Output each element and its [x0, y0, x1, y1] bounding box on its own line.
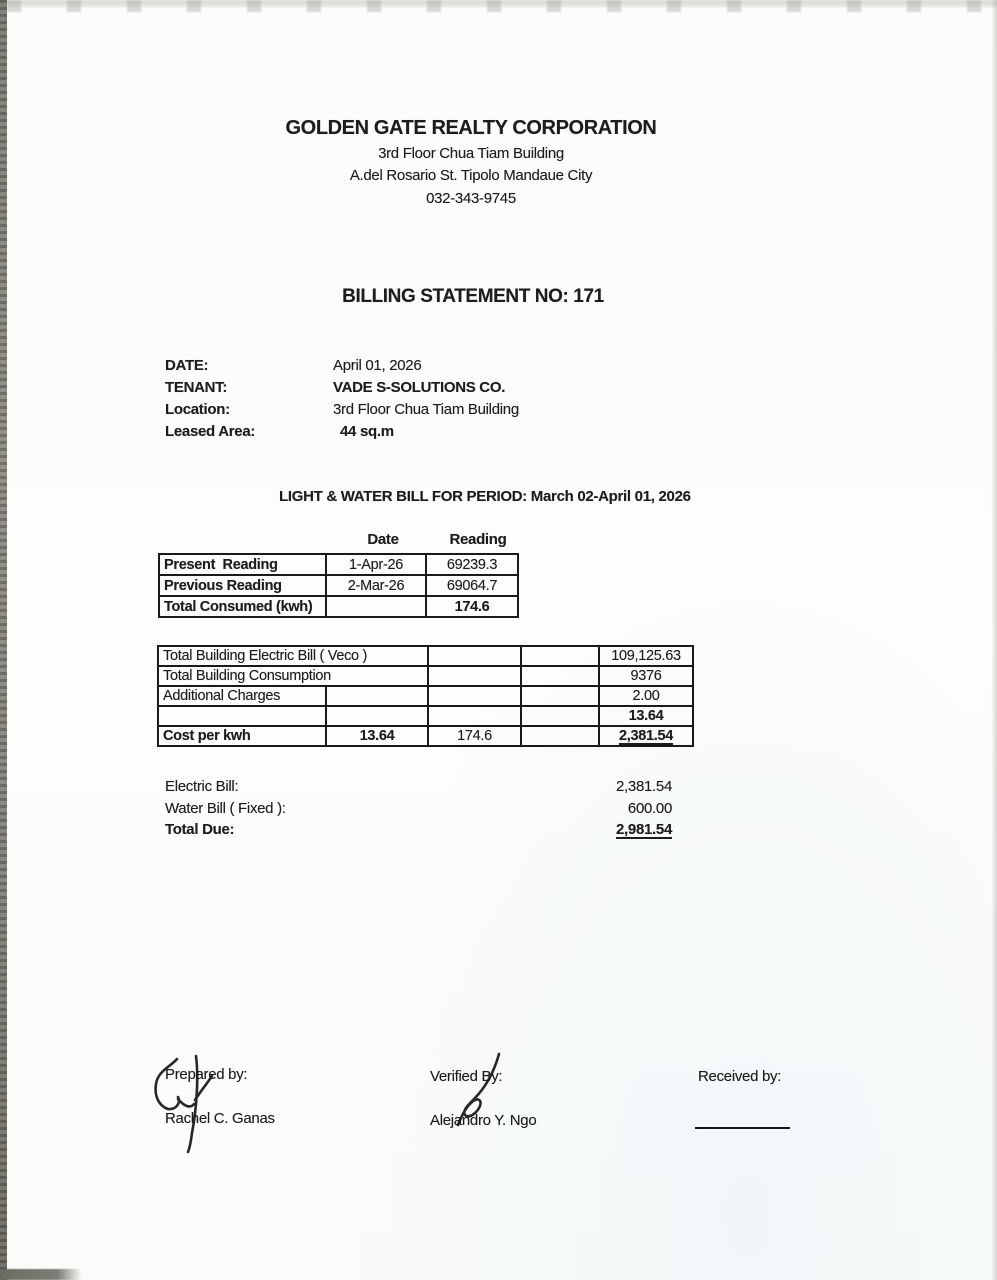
scan-bottom-left-mark: [0, 1269, 82, 1280]
billing-row-label: Total Building Electric Bill ( Veco ): [158, 646, 428, 666]
table-row: [159, 575, 518, 596]
info-label-location: Location:: [165, 401, 230, 418]
billing-row-cell: [521, 646, 599, 666]
table-row: [158, 726, 693, 746]
billing-row-label: Additional Charges: [158, 686, 326, 706]
reading-row-label: Total Consumed (kwh): [159, 596, 326, 617]
billing-row-cell: [326, 706, 428, 726]
billing-row-cell: 13.64: [326, 726, 428, 746]
statement-title: BILLING STATEMENT NO: 171: [342, 286, 604, 307]
verified-by-label: Verified By:: [430, 1068, 503, 1085]
billing-row-label: Total Building Consumption: [158, 666, 428, 686]
reading-table-header-date: Date: [367, 531, 399, 548]
reading-row-reading: 69239.3: [426, 554, 518, 575]
scan-right-edge-shade: [991, 0, 997, 1280]
info-label-date: DATE:: [165, 357, 209, 374]
billing-row-amount: 13.64: [599, 706, 693, 726]
billing-row-label: Cost per kwh: [158, 726, 326, 746]
reading-row-date: 1-Apr-26: [326, 554, 426, 575]
info-value-date: April 01, 2026: [333, 357, 422, 374]
table-row: [159, 554, 518, 575]
billing-row-amount: 2,381.54: [599, 726, 693, 746]
info-value-location: 3rd Floor Chua Tiam Building: [333, 401, 519, 418]
reading-row-reading: 69064.7: [426, 575, 518, 596]
table-row: [158, 646, 693, 666]
prepared-by-label: Prepared by:: [165, 1066, 248, 1083]
billing-row-cell: [428, 686, 521, 706]
company-name: GOLDEN GATE REALTY CORPORATION: [285, 117, 657, 139]
info-value-tenant: VADE S-SOLUTIONS CO.: [333, 379, 506, 396]
table-row: [158, 706, 693, 726]
table-row: [159, 596, 518, 617]
billing-row-cell: 174.6: [428, 726, 521, 746]
address-line-2: A.del Rosario St. Tipolo Mandaue City: [349, 167, 593, 184]
reading-row-label: Previous Reading: [159, 575, 326, 596]
received-by-label: Received by:: [698, 1068, 782, 1085]
info-label-leased-area: Leased Area:: [165, 423, 256, 440]
reading-table-header-reading: Reading: [449, 531, 507, 548]
billing-row-amount: 109,125.63: [599, 646, 693, 666]
billing-row-cell: [521, 706, 599, 726]
table-row: [158, 666, 693, 686]
reading-table-headers: [158, 531, 517, 549]
info-label-tenant: TENANT:: [165, 379, 228, 396]
period-heading: LIGHT & WATER BILL FOR PERIOD: March 02-April 01, 2026: [279, 488, 691, 505]
billing-row-label: [158, 706, 326, 726]
reading-row-label: Present Reading: [159, 554, 326, 575]
summary-value-total-due: 2,981.54: [616, 821, 672, 838]
billing-row-cell: [521, 666, 599, 686]
phone-number: 032-343-9745: [426, 190, 516, 207]
info-value-leased-area: 44 sq.m: [340, 423, 394, 440]
billing-row-cell: [326, 686, 428, 706]
reading-row-date: [326, 596, 426, 617]
reading-row-reading: 174.6: [426, 596, 518, 617]
reading-table: [158, 553, 519, 618]
billing-row-cell: [428, 706, 521, 726]
billing-row-cell: [428, 646, 521, 666]
billing-row-amount: 9376: [599, 666, 693, 686]
verified-by-name: Alejandro Y. Ngo: [430, 1112, 537, 1129]
address-line-1: 3rd Floor Chua Tiam Building: [378, 145, 564, 162]
summary-label-water: Water Bill ( Fixed ):: [165, 800, 286, 817]
billing-row-cell: [428, 666, 521, 686]
scan-top-smudge: [7, 0, 997, 12]
reading-row-date: 2-Mar-26: [326, 575, 426, 596]
prepared-by-name: Rachel C. Ganas: [165, 1110, 275, 1127]
billing-row-cell: [521, 686, 599, 706]
summary-value-electric: 2,381.54: [616, 778, 672, 795]
billing-row-amount: 2.00: [599, 686, 693, 706]
table-row: [158, 686, 693, 706]
summary-label-total-due: Total Due:: [165, 821, 235, 838]
summary-label-electric: Electric Bill:: [165, 778, 239, 795]
billing-table: [157, 645, 694, 747]
summary-value-water: 600.00: [627, 800, 672, 817]
billing-row-cell: [521, 726, 599, 746]
received-by-signature-line: [695, 1127, 790, 1129]
